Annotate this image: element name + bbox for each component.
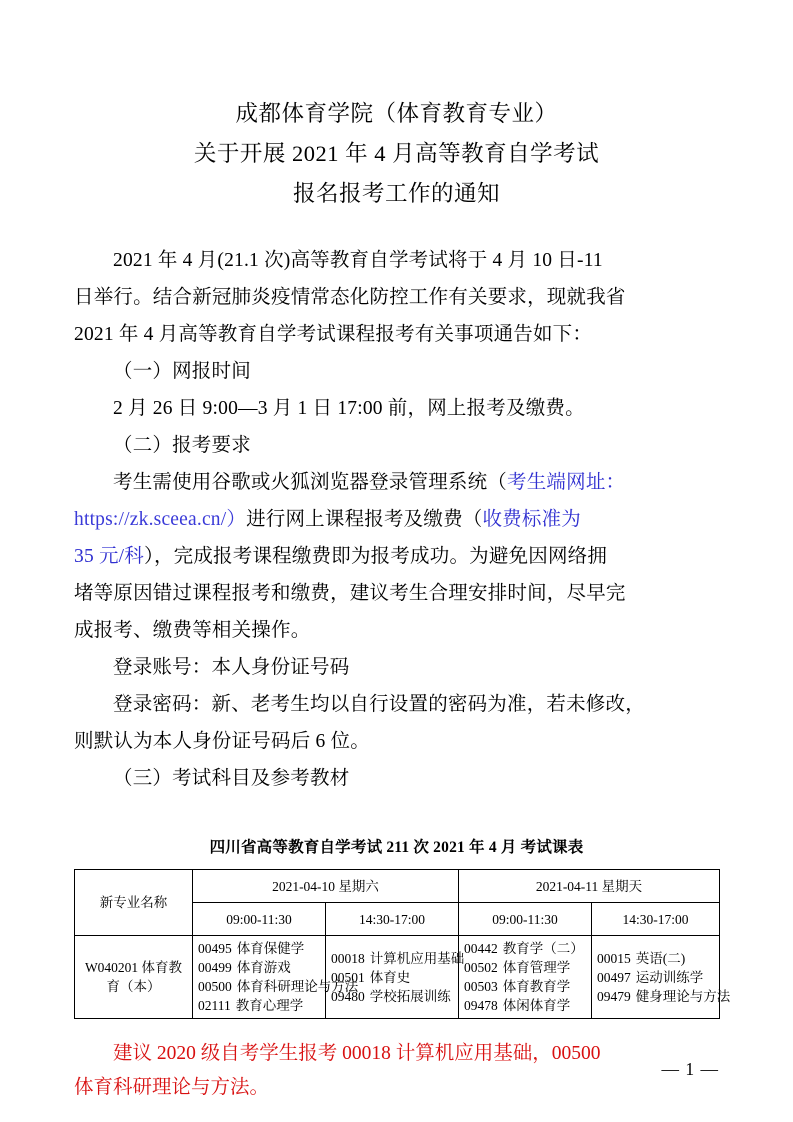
course-name: 体育游戏 (236, 960, 291, 975)
header-slot-2: 14:30-17:00 (326, 903, 459, 936)
course-name: 体育保健学 (236, 941, 305, 956)
req-text-2: 进行网上课程报考及缴费（ (246, 509, 483, 530)
course-code: 02111 (198, 998, 231, 1013)
course-item (331, 949, 465, 968)
course-item (464, 939, 586, 958)
course-name: 体育管理学 (502, 960, 571, 975)
course-item (198, 977, 359, 996)
title-line-3: 报名报考工作的通知 (292, 181, 500, 206)
course-name: 教育心理学 (235, 998, 304, 1013)
course-name: 体育科研理论与方法 (236, 979, 359, 994)
req-text-3: ），完成报考课程缴费即为报考成功。为避免因网络拥 (144, 546, 608, 567)
course-name: 计算机应用基础 (369, 950, 465, 966)
intro-line-3: 2021 年 4 月高等教育自学考试课程报考有关事项通告如下： (74, 324, 593, 345)
section-heading-2: （二）报考要求 (113, 435, 251, 456)
course-name: 体闲体育学 (502, 998, 571, 1013)
req-text-5: 成报考、缴费等相关操作。 (74, 620, 311, 641)
exam-table-caption: 四川省高等教育自学考试 211 次 2021 年 4 月 考试课表 (209, 839, 584, 856)
course-code: 00503 (464, 979, 498, 994)
registration-time: 2 月 26 日 9:00—3 月 1 日 17:00 前，网上报考及缴费。 (113, 398, 585, 419)
header-day-1: 2021-04-10 星期六 (193, 870, 459, 903)
document-body (74, 242, 719, 797)
courses-cell-slot-2 (326, 936, 465, 1019)
course-code: 09478 (464, 998, 498, 1013)
header-day-2: 2021-04-11 星期天 (459, 870, 720, 903)
title-line-1: 成都体育学院（体育教育专业） (235, 101, 558, 126)
course-code: 09479 (597, 988, 631, 1004)
recommendation-note (74, 1037, 719, 1105)
course-item (331, 968, 453, 987)
req-text-1: 考生需使用谷歌或火狐浏览器登录管理系统（ (113, 472, 508, 493)
page-number: — 1 — (661, 1059, 719, 1079)
password-line-2: 则默认为本人身份证号码后 6 位。 (74, 731, 370, 752)
course-name: 健身理论与方法 (635, 988, 731, 1004)
header-slot-1: 09:00-11:30 (193, 903, 326, 936)
course-code: 00501 (331, 969, 365, 985)
intro-line-1: 2021 年 4 月(21.1 次)高等教育自学考试将于 4 月 10 日-11 (113, 250, 603, 271)
course-item (464, 977, 586, 996)
login-password (74, 686, 719, 760)
registration-requirements (74, 464, 719, 649)
document-title (74, 94, 719, 214)
header-slot-4: 14:30-17:00 (592, 903, 720, 936)
title-line-2: 关于开展 2021 年 4 月高等教育自学考试 (193, 141, 600, 166)
course-item (464, 996, 586, 1015)
exam-timetable (74, 869, 731, 1019)
course-code: 00500 (198, 979, 232, 994)
major-name-cell: W040201 体育教育（本） (75, 936, 193, 1019)
courses-cell-slot-3 (459, 936, 592, 1019)
course-code: 00442 (464, 941, 498, 956)
course-item (464, 958, 586, 977)
course-code: 09480 (331, 988, 365, 1004)
login-account: 登录账号：本人身份证号码 (113, 657, 350, 678)
course-name: 学校拓展训练 (369, 988, 451, 1004)
course-code: 00502 (464, 960, 498, 975)
req-blue-1: 考生端网址： (507, 472, 626, 493)
course-name: 运动训练学 (635, 969, 704, 985)
intro-line-2: 日举行。结合新冠肺炎疫情常态化防控工作有关要求，现就我省 (74, 287, 626, 308)
course-item (331, 987, 453, 1006)
course-item (198, 939, 320, 958)
req-blue-2: 收费标准为 (482, 509, 581, 530)
course-item (597, 949, 714, 968)
section-heading-3: （三）考试科目及参考教材 (113, 768, 350, 789)
course-name: 英语(二) (635, 950, 686, 966)
courses-cell-slot-4 (592, 936, 731, 1019)
course-item (198, 958, 320, 977)
course-name: 体育史 (369, 969, 411, 985)
table-header-row-dates (75, 870, 720, 903)
course-code: 00495 (198, 941, 232, 956)
course-item (198, 996, 320, 1015)
header-slot-3: 09:00-11:30 (459, 903, 592, 936)
registration-url[interactable]: https://zk.sceea.cn/） (74, 509, 247, 530)
section-heading-1: （一）网报时间 (113, 361, 251, 382)
password-line-1: 登录密码：新、老考生均以自行设置的密码为准，若未修改， (113, 694, 645, 715)
course-code: 00497 (597, 969, 631, 985)
course-code: 00018 (331, 950, 365, 966)
course-item (597, 968, 714, 987)
course-name: 教育学（二） (502, 941, 584, 956)
fee-standard: 35 元/科 (74, 546, 144, 567)
req-text-4: 堵等原因错过课程报考和缴费，建议考生合理安排时间，尽早完 (74, 583, 626, 604)
paragraph-intro (74, 242, 719, 353)
course-item (597, 987, 731, 1006)
course-code: 00015 (597, 950, 631, 966)
header-major-name: 新专业名称 (75, 870, 193, 936)
table-row (75, 936, 720, 1019)
course-code: 00499 (198, 960, 232, 975)
note-line-2: 体育科研理论与方法。 (74, 1077, 270, 1098)
note-line-1: 建议 2020 级自考学生报考 00018 计算机应用基础，00500 (113, 1043, 601, 1064)
course-name: 体育教育学 (502, 979, 571, 994)
